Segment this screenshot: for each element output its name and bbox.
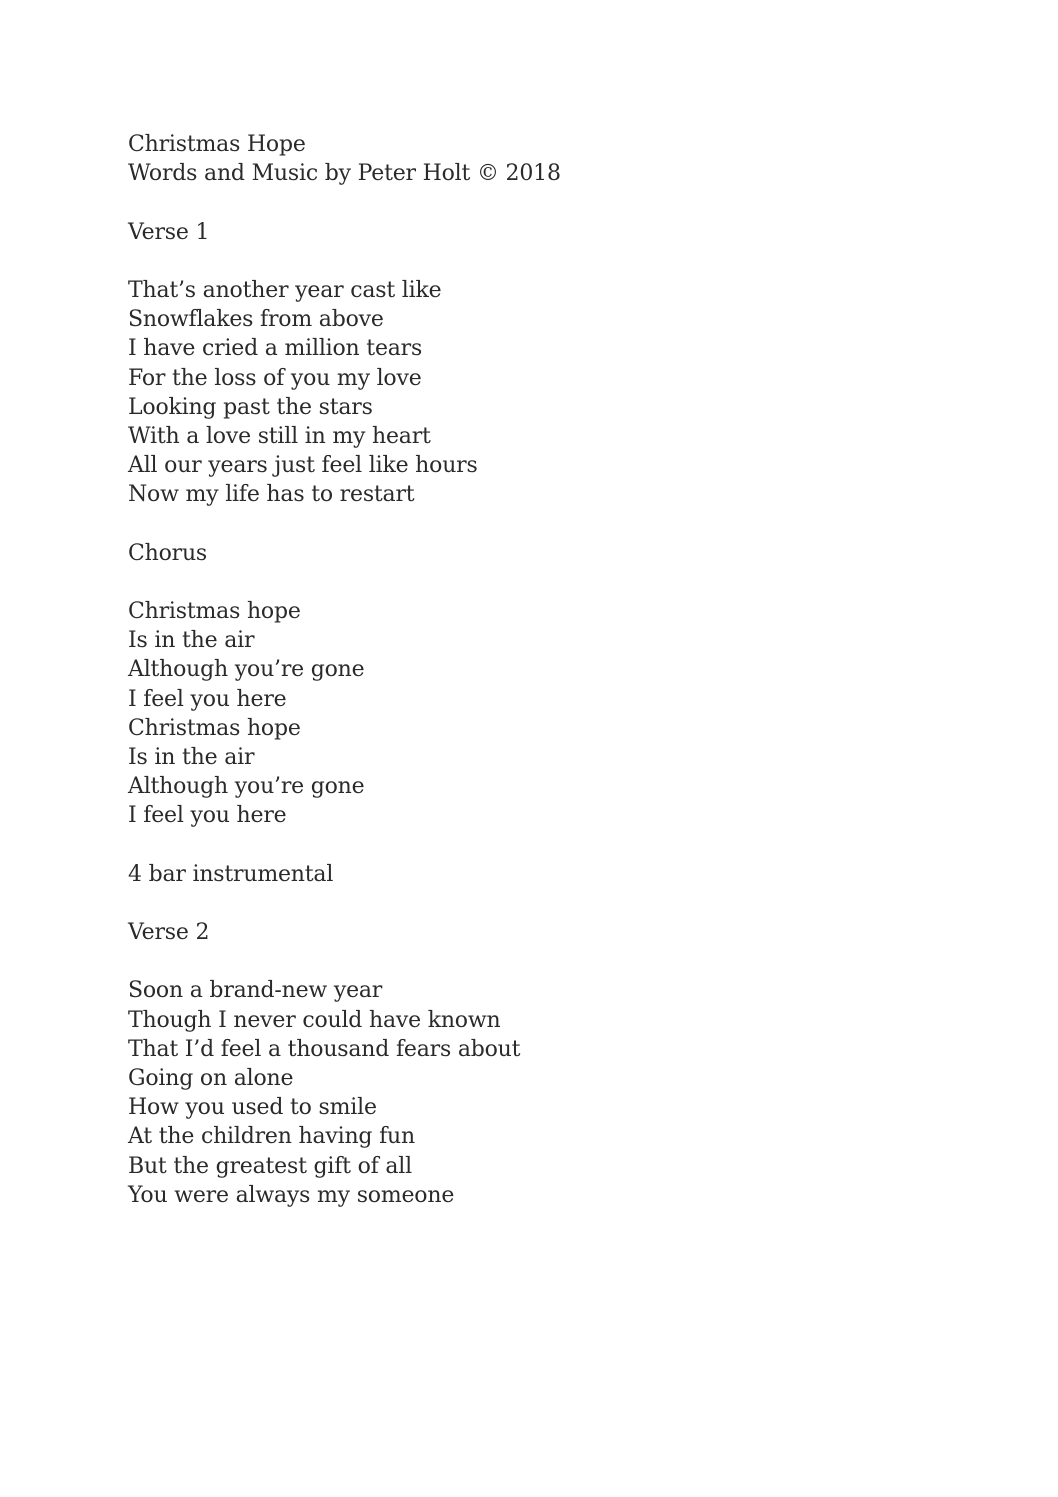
lyric-line: I feel you here	[128, 803, 287, 829]
spacer	[128, 947, 928, 976]
spacer	[128, 568, 928, 597]
lyric-line: For the loss of you my love	[128, 365, 422, 391]
lyric-line: Although you’re gone	[128, 774, 365, 800]
lyric-line: That I’d feel a thousand fears about	[128, 1036, 521, 1062]
lyrics-body	[128, 130, 928, 1210]
lyric-line: At the children having fun	[128, 1124, 415, 1150]
lyric-line: Though I never could have known	[128, 1007, 501, 1033]
spacer	[128, 889, 928, 918]
lyric-line: With a love still in my heart	[128, 423, 431, 449]
lyric-line: Christmas hope	[128, 599, 301, 624]
spacer	[128, 247, 928, 276]
lyric-line: Going on alone	[128, 1066, 294, 1091]
song-title: Christmas Hope	[128, 132, 306, 157]
lyric-line: You were always my someone	[128, 1182, 455, 1208]
section-heading-verse-1: Verse 1	[128, 219, 210, 245]
lyric-line: All our years just feel like hours	[128, 453, 478, 479]
lyric-line: Soon a brand-new year	[128, 978, 383, 1004]
section-heading-chorus: Chorus	[128, 540, 208, 566]
section-heading-verse-2: Verse 2	[128, 920, 210, 946]
spacer	[128, 188, 928, 217]
lyric-line: Is in the air	[128, 744, 255, 770]
section-heading-instrumental: 4 bar instrumental	[128, 861, 334, 887]
lyric-line: How you used to smile	[128, 1095, 377, 1121]
lyric-line: I feel you here	[128, 686, 287, 712]
lyric-line: Now my life has to restart	[128, 482, 415, 508]
lyric-line: Snowflakes from above	[128, 307, 384, 333]
lyric-line: Although you’re gone	[128, 657, 365, 683]
lyric-line: That’s another year cast like	[128, 277, 442, 303]
lyric-line: Is in the air	[128, 628, 255, 654]
spacer	[128, 509, 928, 538]
song-credit: Words and Music by Peter Holt © 2018	[128, 161, 561, 187]
lyric-line: I have cried a million tears	[128, 336, 423, 362]
spacer	[128, 831, 928, 860]
lyric-line: Christmas hope	[128, 715, 301, 741]
lyric-line: But the greatest gift of all	[128, 1153, 412, 1179]
lyric-line: Looking past the stars	[128, 394, 373, 420]
